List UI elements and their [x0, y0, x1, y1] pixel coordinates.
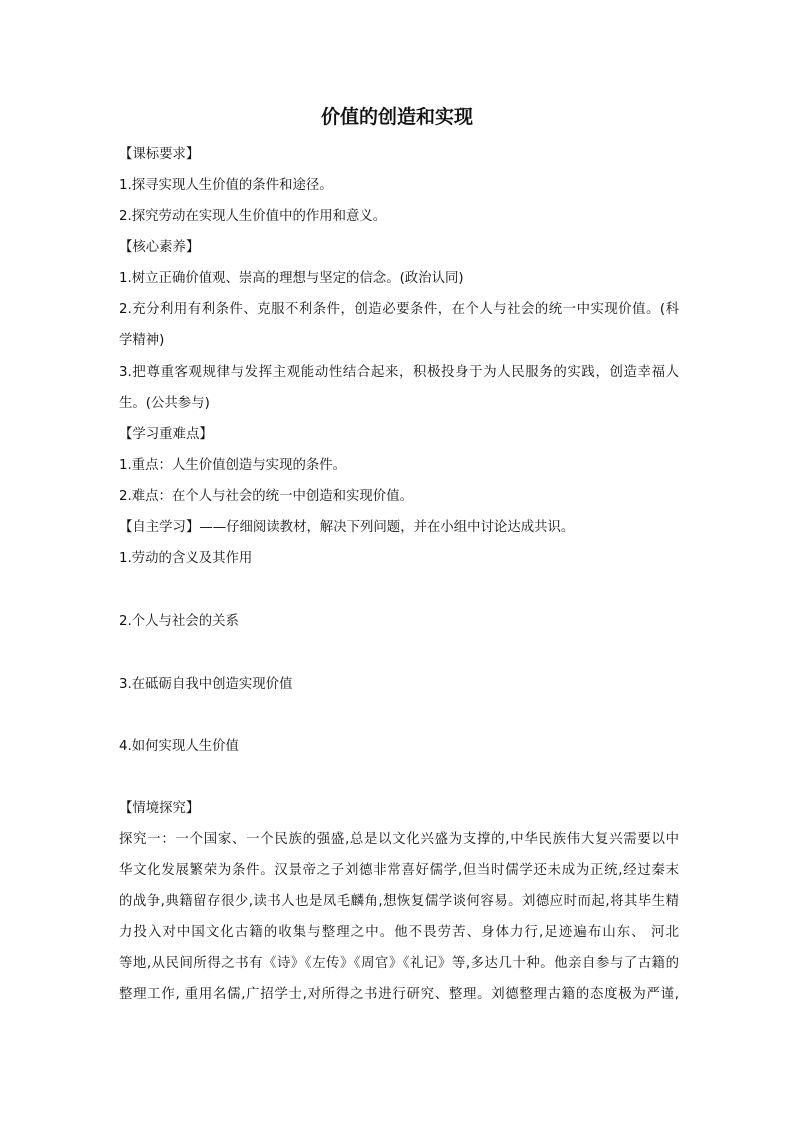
- key-point-item: 1.重点：人生价值创造与实现的条件。: [119, 458, 347, 473]
- section-heading-curriculum: 【课标要求】: [119, 147, 200, 162]
- situation-paragraph-line: 的战争,典籍留存很少,读书人也是凤毛麟角,想恢复儒学谈何容易。刘德应时而起,将其毕生精: [119, 894, 679, 909]
- situation-paragraph-line: 华文化发展繁荣为条件。汉景帝之子刘德非常喜好儒学,但当时儒学还未成为正统,经过秦末: [119, 863, 679, 878]
- situation-paragraph-line: 力投入对中国文化古籍的收集与整理之中。他不畏劳苦、身体力行,足迹遍布山东、 河北: [119, 925, 679, 940]
- self-study-question: 3.在砥砺自我中创造实现价值: [119, 677, 293, 692]
- core-literacy-item-2-line-2: 学精神): [119, 333, 165, 348]
- core-literacy-item-3-line-1: 3.把尊重客观规律与发挥主观能动性结合起来，积极投身于为人民服务的实践，创造幸福人: [119, 365, 679, 380]
- core-literacy-item-1: 1.树立正确价值观、崇高的理想与坚定的信念。(政治认同): [119, 271, 464, 286]
- curriculum-item: 1.探寻实现人生价值的条件和途径。: [119, 178, 333, 193]
- section-heading-key-points: 【学习重难点】: [119, 427, 213, 442]
- self-study-question: 2.个人与社会的关系: [119, 614, 239, 629]
- situation-paragraph-line: 探究一：一个国家、一个民族的强盛,总是以文化兴盛为支撑的,中华民族伟大复兴需要以中: [119, 832, 679, 847]
- section-heading-core-literacy: 【核心素养】: [119, 240, 200, 255]
- curriculum-item: 2.探究劳动在实现人生价值中的作用和意义。: [119, 209, 387, 224]
- core-literacy-item-3-line-2: 生。(公共参与): [119, 396, 210, 411]
- section-heading-situation: 【情境探究】: [119, 801, 200, 816]
- document-title: 价值的创造和实现: [320, 106, 473, 128]
- situation-paragraph-line: 等地,从民间所得之书有《诗》《左传》《周官》《礼记》等,多达几十种。他亲自参与了古籍的: [119, 956, 679, 971]
- self-study-question: 1.劳动的含义及其作用: [119, 551, 253, 566]
- self-study-question: 4.如何实现人生价值: [119, 739, 239, 754]
- key-point-item: 2.难点：在个人与社会的统一中创造和实现价值。: [119, 489, 413, 504]
- core-literacy-item-2-line-1: 2.充分利用有利条件、克服不利条件，创造必要条件，在个人与社会的统一中实现价值。(科: [119, 302, 679, 317]
- situation-paragraph-line: 整理工作, 重用名儒,广招学士,对所得之书进行研究、整理。刘德整理古籍的态度极为严谨,: [119, 987, 679, 1002]
- section-heading-self-study: 【自主学习】——仔细阅读教材，解决下列问题，并在小组中讨论达成共识。: [119, 520, 575, 535]
